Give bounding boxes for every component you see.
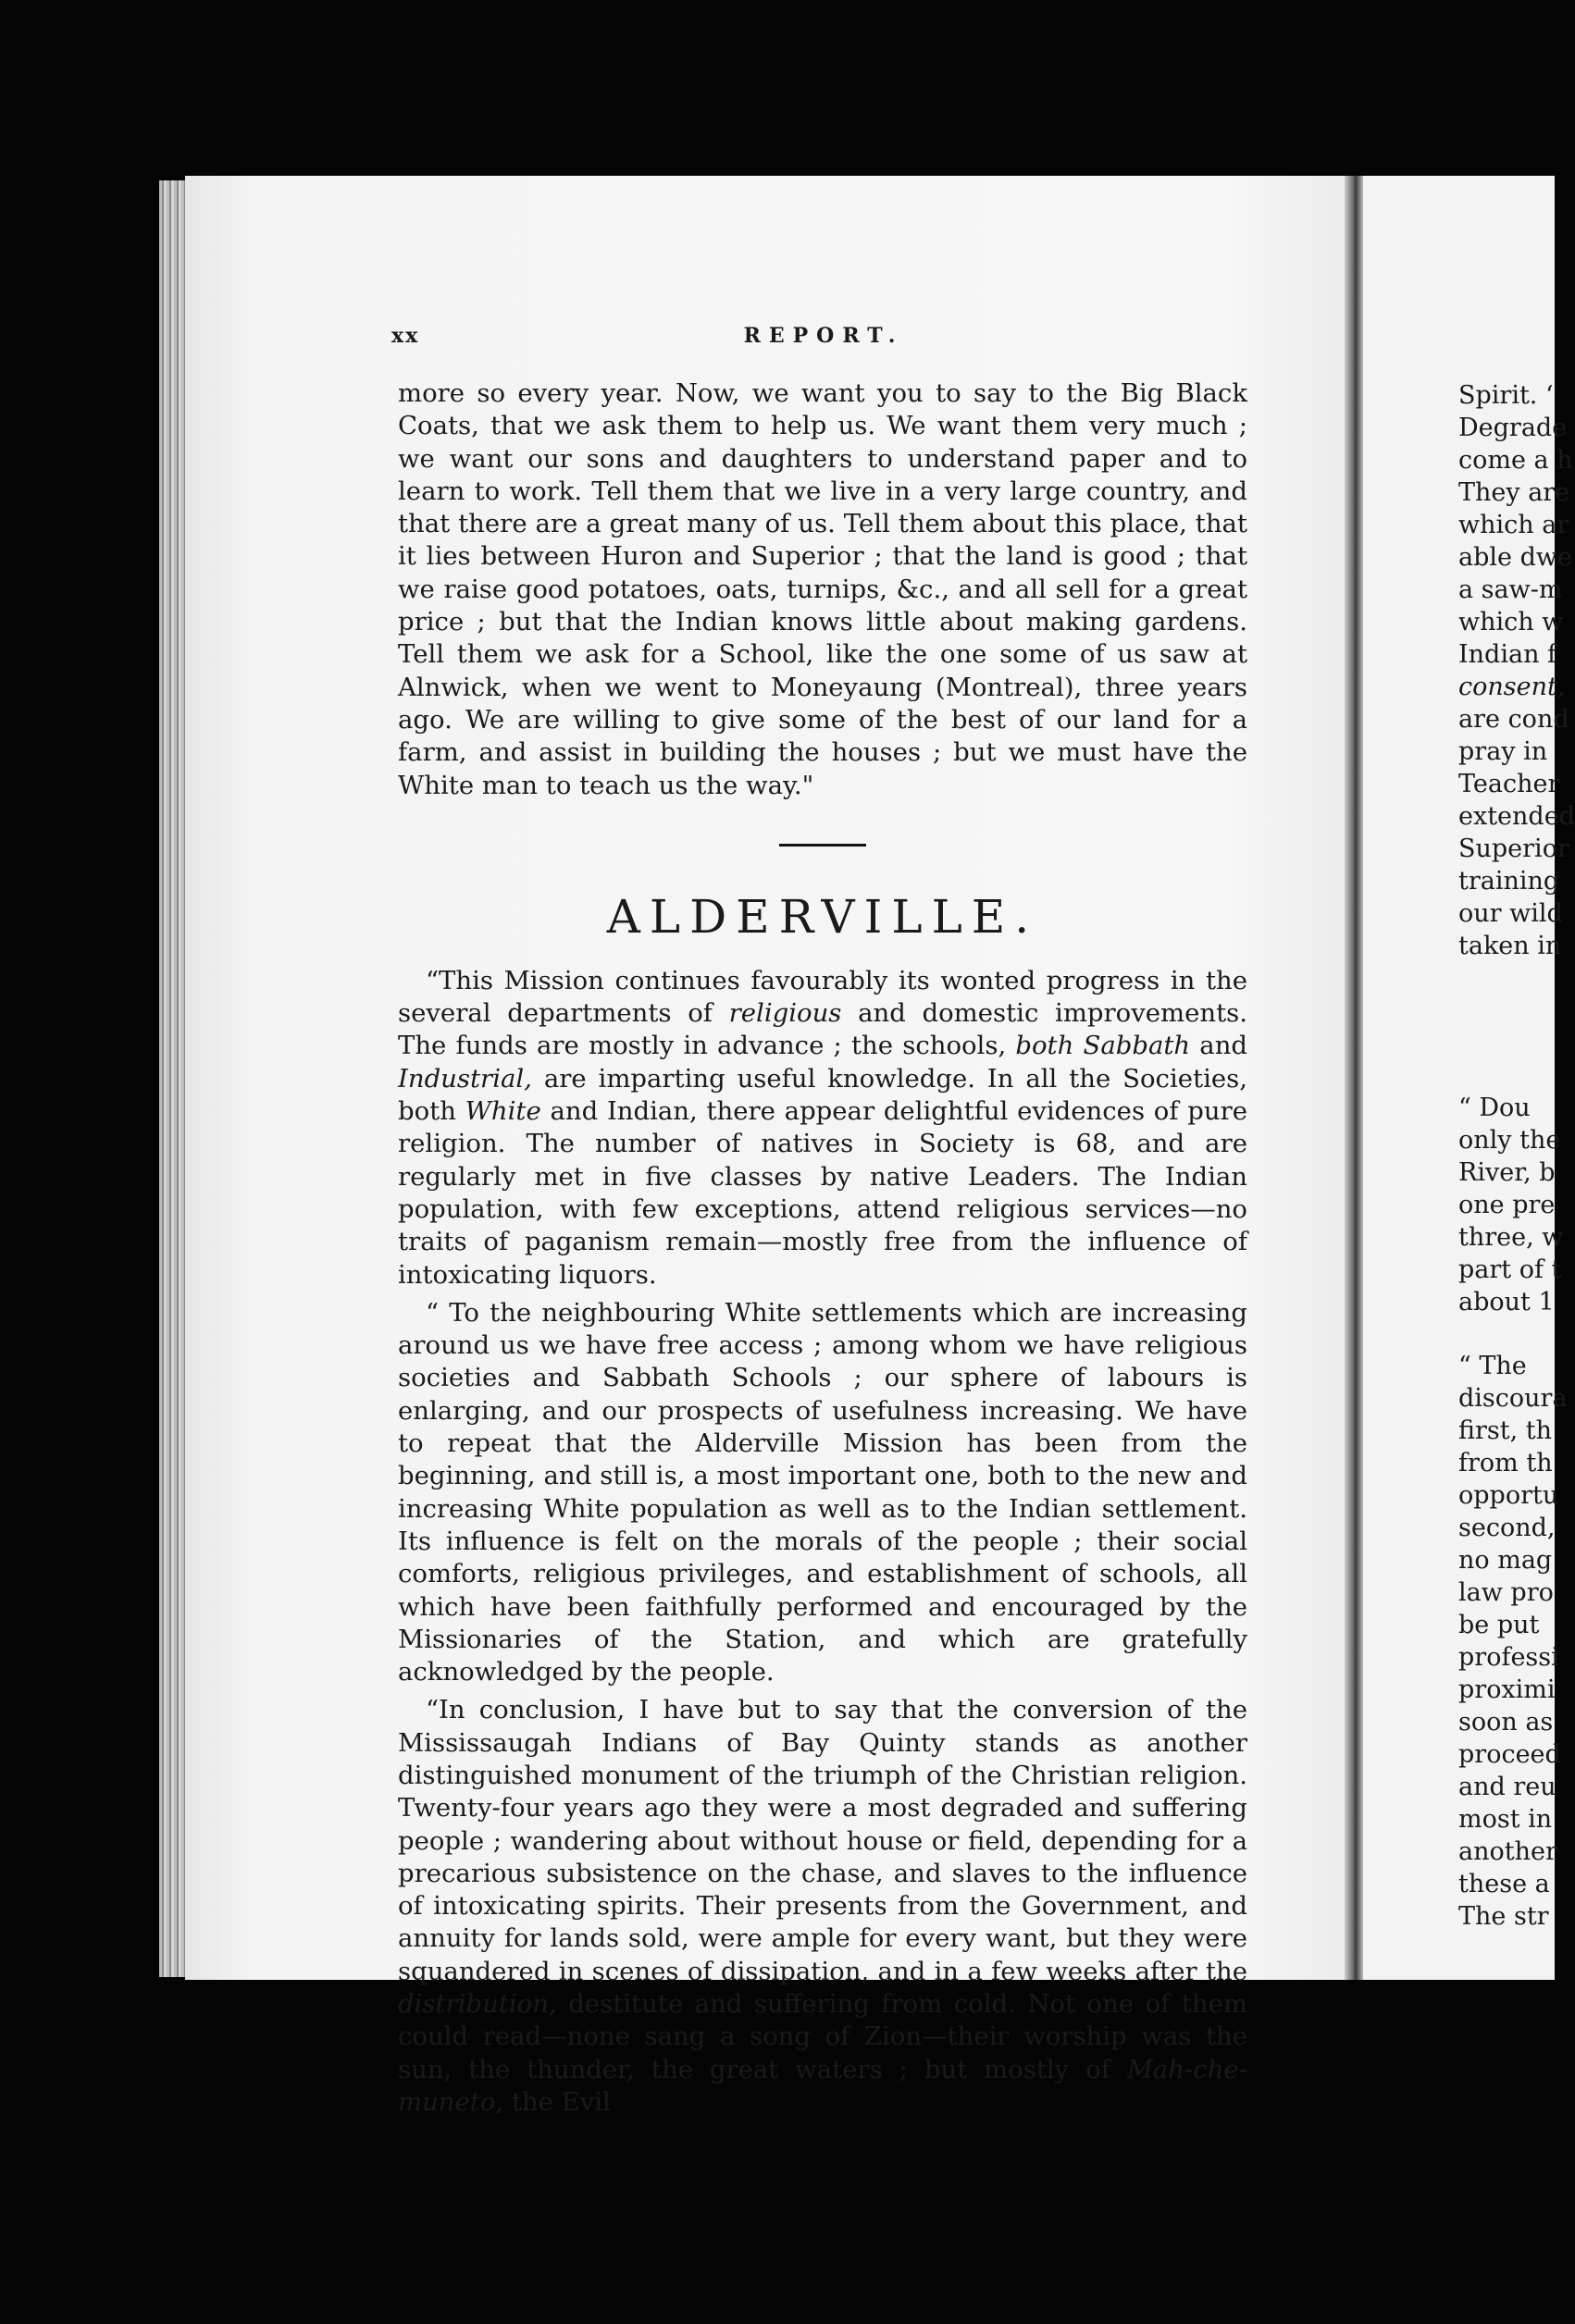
running-head (391, 324, 1256, 352)
right-line: River, b (1458, 1158, 1556, 1187)
italic-run: Mah-che-muneto, (398, 2054, 1247, 2117)
left-page-text (398, 377, 1247, 2119)
text-run: destitute and suffering from cold. Not one of them could read—none sang a song of Zion—their worship was the sun, the thunder, the great waters ; but mostly of (398, 1989, 1247, 2084)
right-line: only the (1458, 1126, 1561, 1155)
paragraph-conclusion (398, 1694, 1247, 2119)
right-line: Spirit. ‘ (1458, 381, 1554, 410)
right-line: Degrade (1458, 414, 1568, 442)
right-gap (1458, 1318, 1569, 1350)
right-line: Indian f (1458, 640, 1557, 669)
right-line: first, th (1458, 1416, 1553, 1445)
right-line: be put (1458, 1611, 1540, 1639)
quote-ending-paragraph: more so every year. Now, we want you to say to the Big Black Coats, that we ask them to help us. We want them very much ; we want our sons and daughters to understand paper and to learn to work. Tell them that we live in a very large country, and that there are a great many of us. Tell them about this place, that it lies between Huron and Superior ; that the land is good ; that we raise good potatoes, oats, turnips, &c., and all sell for a great price ; but that the Indian knows little about making gardens. Tell them we ask for a School, like the one some of us saw at Alnwick, when we went to Moneyaung (Montreal), three years ago. We are willing to give some of the best of our land for a farm, and assist in building the houses ; but we must have the White man to teach us the way." (398, 378, 1247, 800)
right-gap (1458, 962, 1569, 1027)
right-line: which w (1458, 608, 1564, 637)
right-line: extended (1458, 802, 1575, 831)
right-line: “ The (1458, 1352, 1527, 1380)
section-heading: ALDERVILLE. (606, 889, 1039, 944)
running-title: REPORT. (743, 324, 904, 348)
text-run: the Evil (503, 2086, 611, 2117)
text-run: are imparting useful knowledge. In all the Societies, both (398, 1063, 1247, 1127)
right-line: from th (1458, 1449, 1553, 1477)
right-line: another (1458, 1837, 1557, 1866)
right-line: training (1458, 867, 1560, 896)
right-line: which ar (1458, 511, 1569, 539)
right-gap (1458, 1027, 1569, 1092)
right-line: are cond (1458, 705, 1569, 734)
right-line: no mag (1458, 1546, 1553, 1575)
right-line: one pre (1458, 1191, 1556, 1219)
italic-run: both Sabbath (1015, 1031, 1191, 1061)
right-line: proximi (1458, 1675, 1556, 1704)
right-line: Superior (1458, 834, 1569, 863)
right-page-text (1458, 379, 1575, 1933)
italic-run: Industrial, (398, 1063, 532, 1094)
text-run: and (1190, 1031, 1248, 1061)
right-line: a saw-m (1458, 575, 1563, 604)
page-edges (159, 180, 187, 1977)
right-line: these a (1458, 1870, 1550, 1898)
right-page (1363, 176, 1575, 1980)
paragraph-settlements: “ To the neighbouring White settlements which are increasing around us we have free access ; among whom we have religious societies and Sabbath Schools ; our sphere of labours is enlarging, and our prospects of usefulness increasing. We have to repeat that the Alderville Mission has been from the beginning, and still is, a most important one, both to the new and increasing White population as well as to the Indian settlement. Its influence is felt on the morals of the people ; their social comforts, religious privileges, and establishment of schools, all which have been faithfully performed and encouraged by the Missionaries of the Station, and which are gratefully acknowledged by the people. (398, 1297, 1247, 1687)
text-run: and Indian, there appear delightful evidences of pure religion. The number of natives in Society is 68, and are regularly met in five classes by native Leaders. The Indian population, with few exceptions, attend religious services—no traits of paganism remain—mostly free from the influence of intoxicating liquors. (398, 1096, 1247, 1290)
right-line: proceed (1458, 1740, 1561, 1769)
text-run: “This Mission continues favourably its wonted progress in the several departments of (398, 965, 1247, 1029)
italic-run: distribution, (398, 1989, 557, 2020)
right-line: most in (1458, 1805, 1553, 1834)
right-line: consent, (1458, 673, 1566, 701)
right-line: second, (1458, 1514, 1556, 1542)
right-line: law pro (1458, 1578, 1554, 1607)
right-line: and reu (1458, 1773, 1556, 1801)
italic-run: religious (728, 998, 842, 1029)
page-number: xx (391, 324, 420, 348)
right-line: They are (1458, 478, 1570, 507)
right-line: The str (1458, 1902, 1549, 1931)
right-line: “ Dou (1458, 1094, 1531, 1122)
right-line: professi (1458, 1643, 1559, 1672)
text-run: and domestic improvements. The funds are mostly in advance ; the schools, (398, 998, 1248, 1061)
italic-run: White (465, 1096, 541, 1127)
right-line: come a h (1458, 446, 1573, 475)
right-line: three, w (1458, 1223, 1564, 1252)
right-line: part of t (1458, 1255, 1562, 1284)
right-line: soon as (1458, 1708, 1554, 1737)
right-line: our wild (1458, 899, 1563, 928)
right-line: discoura (1458, 1384, 1568, 1413)
right-line: able dwe (1458, 543, 1572, 572)
right-line: pray in (1458, 737, 1548, 766)
paragraph-mission (398, 965, 1247, 1292)
right-line: Teacher (1458, 770, 1560, 798)
right-line: taken in (1458, 932, 1562, 960)
book-gutter (1345, 176, 1363, 1980)
right-line: opportu (1458, 1481, 1559, 1510)
text-run: “In conclusion, I have but to say that the conversion of the Mississaugah Indians of Bay Quinty stands as another distinguished monument of the triumph of the Christian religion. Twenty-four years ago they were a most degraded and suffering people ; wandering about without house or field, depending for a precarious subsistence on the chase, and slaves to the influence of intoxicating spirits. Their presents from the Government, and annuity for lands sold, were ample for every want, but they were squandered in scenes of dissipation, and in a few weeks after the (398, 1695, 1247, 1986)
right-line: about 1 (1458, 1288, 1555, 1317)
section-divider (779, 844, 866, 847)
